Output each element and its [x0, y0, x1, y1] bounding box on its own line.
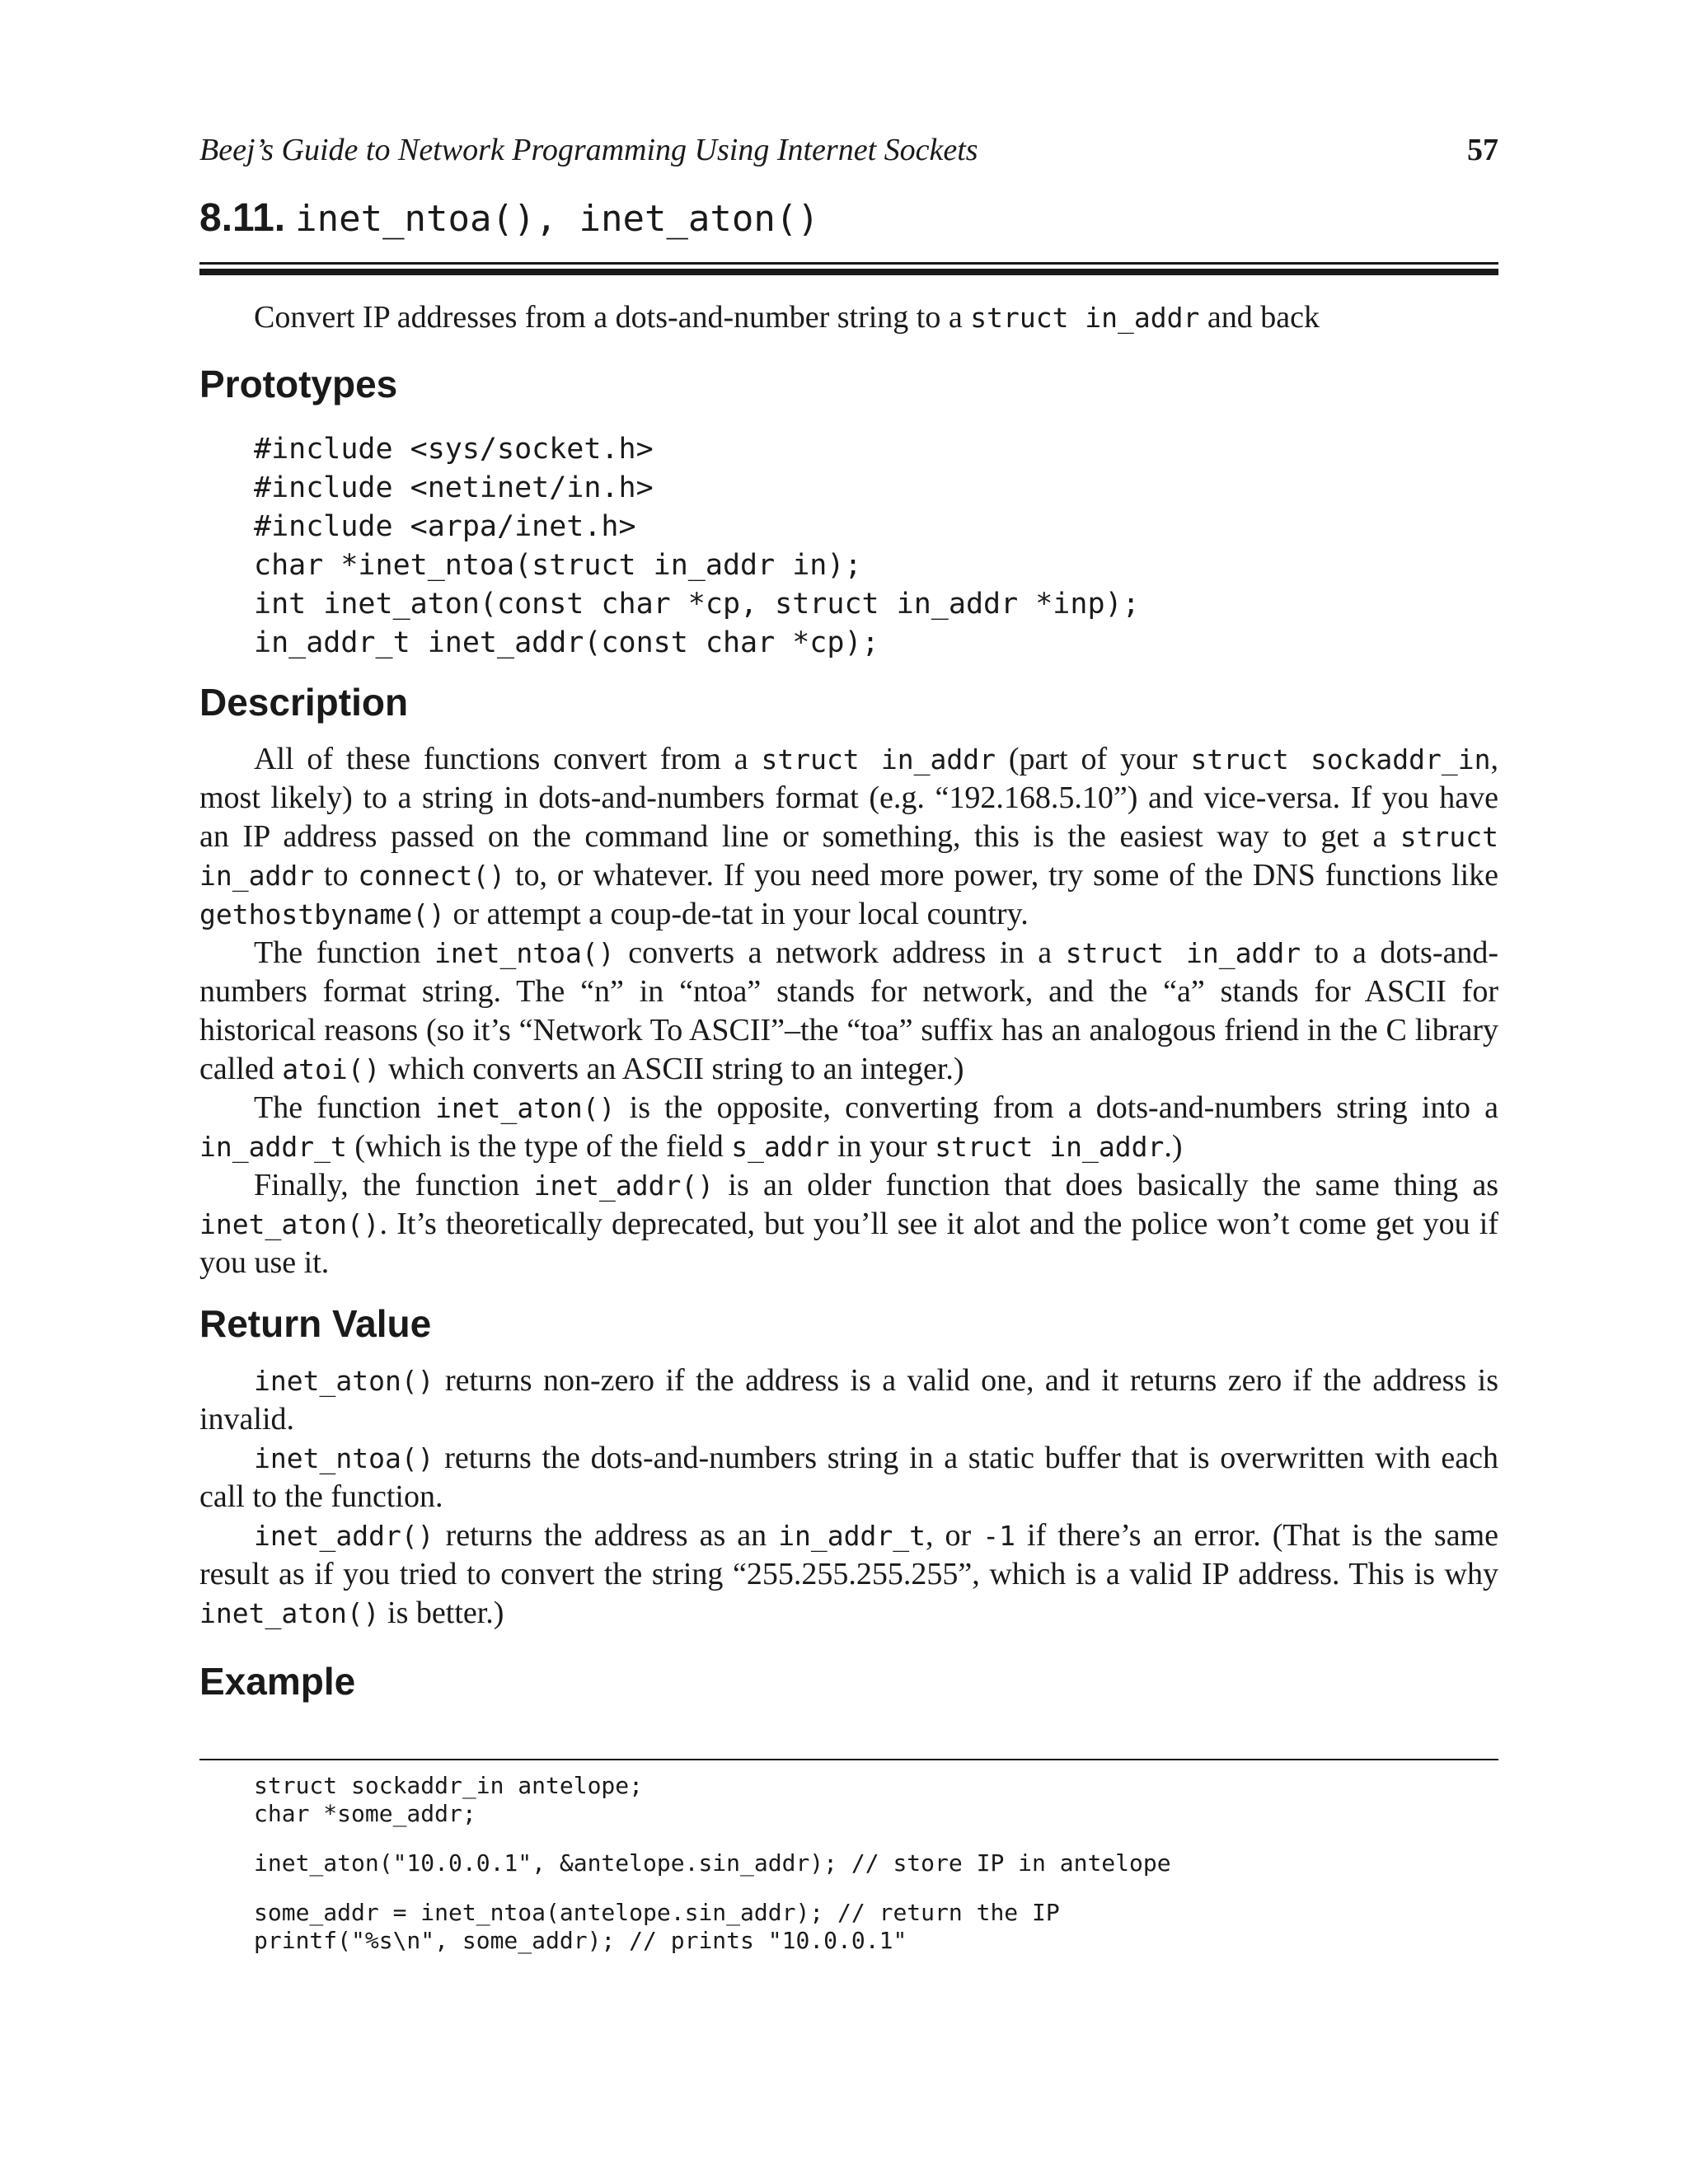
return-value-paragraph [199, 1516, 1498, 1633]
text-run: is an older function that does basically the same thing as [714, 1168, 1498, 1202]
code-run: struct in_addr [935, 1131, 1165, 1163]
text-run: (which is the type of the field [346, 1129, 732, 1164]
code-run: atoi() [282, 1053, 381, 1085]
text-run: The function [254, 1090, 435, 1125]
code-run: struct in_addr [199, 821, 1498, 892]
summary-text: and back [1199, 300, 1320, 335]
prototype-line: #include <arpa/inet.h> [254, 510, 636, 543]
example-code-line: some_addr = inet_ntoa(antelope.sin_addr); // return the IP [254, 1899, 1060, 1926]
code-run: -1 [982, 1520, 1015, 1552]
code-run: connect() [358, 860, 506, 892]
prototypes-heading: Prototypes [199, 363, 398, 405]
example-code-block [254, 1772, 1171, 1955]
code-run: in_addr_t [199, 1131, 347, 1163]
example-code-line: struct sockaddr_in antelope; [254, 1772, 644, 1799]
summary-line [254, 298, 1320, 337]
code-run: gethostbyname() [199, 898, 446, 930]
code-run: in_addr_t [778, 1520, 926, 1552]
prototype-line: #include <sys/socket.h> [254, 433, 654, 466]
text-run: returns the dots-and-numbers string in a static buffer that is overwritten with each call to the function. [199, 1441, 1498, 1514]
section-rule-thin [199, 262, 1498, 265]
example-code-line: printf("%s\n", some_addr); // prints "10.0.0.1" [254, 1927, 907, 1954]
text-run: in your [829, 1129, 935, 1164]
page-number: 57 [1467, 133, 1498, 167]
text-run: Finally, the function [254, 1168, 534, 1202]
section-title-code: inet_ntoa(), inet_aton() [295, 198, 819, 240]
section-number: 8.11. [199, 196, 286, 240]
code-run: inet_aton() [434, 1092, 616, 1124]
text-run: if there’s an error. (That is the same result as if you tried to convert the string “255.255.255.255”, which is a valid IP address. This is why [199, 1518, 1498, 1591]
example-rule [199, 1759, 1498, 1760]
section-title [199, 190, 819, 247]
code-run: s_addr [731, 1131, 830, 1163]
code-run: struct in_addr [1065, 937, 1301, 969]
text-run: The function [254, 935, 435, 970]
code-run: inet_aton() [254, 1365, 434, 1397]
return-value-heading: Return Value [199, 1302, 432, 1345]
prototype-line: in_addr_t inet_addr(const char *cp); [254, 626, 879, 659]
description-heading: Description [199, 681, 409, 724]
running-header [199, 125, 1498, 175]
text-run: to [314, 858, 359, 893]
code-run: inet_ntoa() [254, 1442, 434, 1474]
code-run: inet_addr() [254, 1520, 434, 1552]
code-run: inet_aton() [199, 1208, 380, 1240]
text-run: converts a network address in a [614, 935, 1066, 970]
description-paragraph [199, 934, 1498, 1089]
code-run: inet_aton() [199, 1597, 380, 1629]
text-run: All of these functions convert from a [254, 742, 762, 776]
description-paragraph [199, 1166, 1498, 1282]
text-run: is better.) [379, 1596, 504, 1630]
text-run: (part of your [995, 742, 1191, 776]
return-value-paragraph [199, 1439, 1498, 1516]
section-rule-thick [199, 269, 1498, 275]
description-paragraph [199, 740, 1498, 934]
text-run: returns non-zero if the address is a valid one, and it returns zero if the address is invalid. [199, 1363, 1498, 1436]
text-run: , most likely) to a string in dots-and-numbers format (e.g. “192.168.5.10”) and vice-versa. If you have an IP address passed on the command line or something, this is the easiest way to get a [199, 742, 1498, 854]
code-run: inet_ntoa() [434, 937, 615, 969]
text-run: to a dots-and-numbers format string. The “n” in “ntoa” stands for network, and the “a” stands for ASCII for historical reasons (so it’s “Network To ASCII”–the “toa” suffix has an analogous friend in the C library called [199, 935, 1498, 1086]
example-code-line: char *some_addr; [254, 1800, 476, 1827]
prototypes-code-block [254, 430, 1140, 663]
text-run: to, or whatever. If you need more power, try some of the DNS functions like [505, 858, 1498, 893]
running-title: Beej’s Guide to Network Programming Using Internet Sockets [199, 133, 978, 167]
example-code-line: inet_aton("10.0.0.1", &antelope.sin_addr); // store IP in antelope [254, 1849, 1171, 1877]
code-run: inet_addr() [533, 1169, 715, 1202]
summary-code: struct in_addr [970, 302, 1200, 334]
text-run: .) [1164, 1129, 1183, 1164]
example-heading: Example [199, 1660, 356, 1703]
code-run: struct in_addr [761, 743, 996, 776]
return-value-paragraph [199, 1361, 1498, 1439]
code-run: struct sockaddr_in [1190, 743, 1491, 776]
summary-text: Convert IP addresses from a dots-and-number string to a [254, 300, 971, 335]
text-run: which converts an ASCII string to an integer.) [380, 1052, 964, 1086]
text-run: returns the address as an [434, 1518, 779, 1553]
prototype-line: #include <netinet/in.h> [254, 471, 654, 504]
text-run: , or [926, 1518, 983, 1553]
prototype-line: int inet_aton(const char *cp, struct in_addr *inp); [254, 588, 1140, 621]
text-run: . It’s theoretically deprecated, but you’ll see it alot and the police won’t come get you if you use it. [199, 1207, 1498, 1280]
text-run: or attempt a coup-de-tat in your local country. [445, 897, 1029, 931]
description-paragraph [199, 1089, 1498, 1166]
text-run: is the opposite, converting from a dots-and-numbers string into a [615, 1090, 1499, 1125]
prototype-line: char *inet_ntoa(struct in_addr in); [254, 549, 862, 582]
